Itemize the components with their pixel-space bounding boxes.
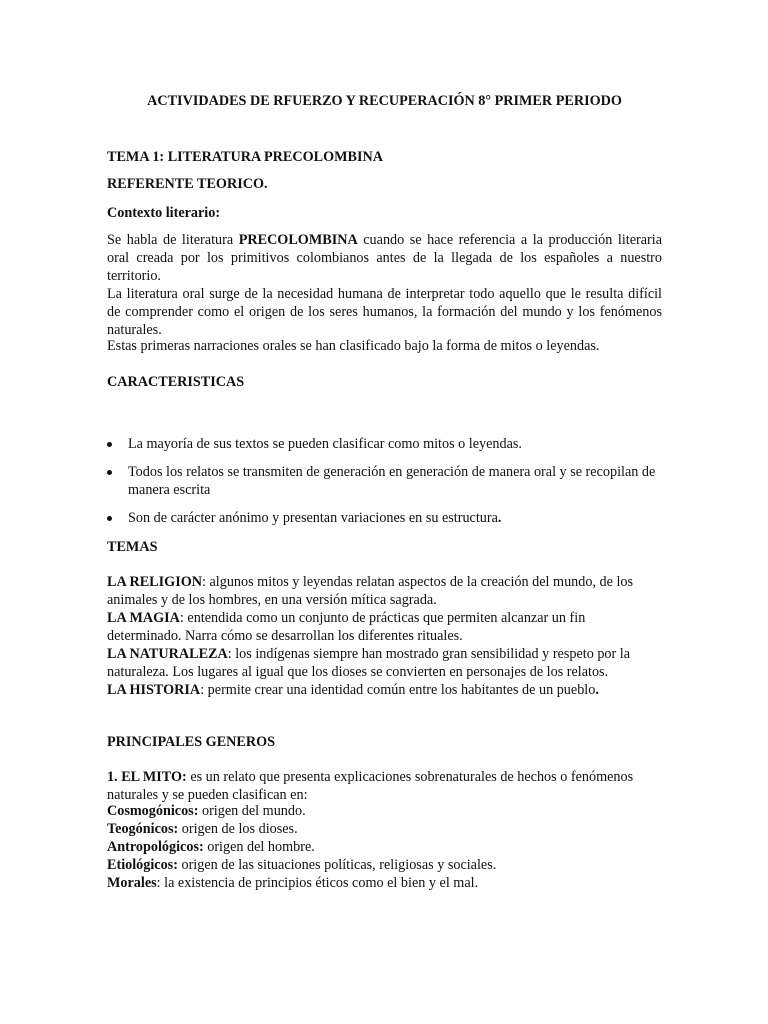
tema-religion xyxy=(107,573,662,609)
mito-type-term: Antropológicos: xyxy=(107,839,204,855)
paragraph-precolombina xyxy=(107,231,662,285)
bullet-text: Son de carácter anónimo y presentan variaciones en su estructura xyxy=(128,510,498,526)
tema-naturaleza xyxy=(107,645,662,681)
tema-term: LA NATURALEZA xyxy=(107,646,228,662)
mito-type-term: Teogónicos: xyxy=(107,821,179,837)
mito-type-term: Etiológicos: xyxy=(107,857,178,873)
mito-type-text: origen del mundo. xyxy=(198,803,306,819)
mito-type-etiologicos xyxy=(107,856,662,874)
contexto-heading: Contexto literario: xyxy=(107,205,221,221)
tema-text: : los indígenas siempre han mostrado gran sensibilidad y respeto por la naturaleza. Los lugares al igual que los dioses se convierten en personajes de los relatos. xyxy=(107,646,631,680)
bullet-text: Todos los relatos se transmiten de generación en generación de manera oral y se recopilan de manera escrita xyxy=(128,464,656,498)
mito-term: 1. EL MITO: xyxy=(107,769,187,785)
list-item xyxy=(107,463,667,499)
bullet-text: La mayoría de sus textos se pueden clasificar como mitos o leyendas. xyxy=(128,436,522,452)
mito-type-morales xyxy=(107,874,662,892)
tema-end: . xyxy=(595,682,599,698)
mito-type-text: origen de las situaciones políticas, religiosas y sociales. xyxy=(177,857,497,873)
list-item xyxy=(107,509,667,527)
paragraph-narraciones: Estas primeras narraciones orales se han clasificado bajo la forma de mitos o leyendas. xyxy=(107,338,600,354)
document-title: ACTIVIDADES DE RFUERZO Y RECUPERACIÓN 8° PRIMER PERIODO xyxy=(147,93,622,109)
mito-type-text: : la existencia de principios éticos como el bien y el mal. xyxy=(156,875,479,891)
temas-heading: TEMAS xyxy=(107,539,158,555)
tema-term: LA MAGIA xyxy=(107,610,180,626)
tema-text: : algunos mitos y leyendas relatan aspectos de la creación del mundo, de los animales y de los hombres, en una versión mítica sagrada. xyxy=(107,574,634,608)
paragraph-literatura-oral: La literatura oral surge de la necesidad humana de interpretar todo aquello que le resulta difícil de comprender como el origen de los seres humanos, la formación del mundo y los fenómenos naturales. xyxy=(107,286,662,338)
list-item xyxy=(107,435,667,453)
tema-heading: TEMA 1: LITERATURA PRECOLOMBINA xyxy=(107,149,384,165)
tema-term: LA HISTORIA xyxy=(107,682,201,698)
mito-type-cosmogonicos xyxy=(107,802,662,820)
caracteristicas-list xyxy=(107,435,667,527)
tema-term: LA RELIGION xyxy=(107,574,203,590)
bullet-dot-icon xyxy=(107,516,112,521)
paragraph-precolombina-post: cuando se hace referencia a la producción literaria oral creada por los primitivos colombianos antes de la llegada de los españoles a nuestro territorio. xyxy=(107,232,662,284)
mito-type-term: Cosmogónicos: xyxy=(107,803,199,819)
mito-type-term: Morales xyxy=(107,875,157,891)
bullet-dot-icon xyxy=(107,470,112,475)
mito-type-antropologicos xyxy=(107,838,662,856)
mito-type-teogonicos xyxy=(107,820,662,838)
bullet-dot-icon xyxy=(107,442,112,447)
mito-type-text: origen de los dioses. xyxy=(178,821,298,837)
mito-text: es un relato que presenta explicaciones sobrenaturales de hechos o fenómenos naturales y se pueden clasifican en: xyxy=(107,769,634,803)
referente-heading: REFERENTE TEORICO. xyxy=(107,176,268,192)
caracteristicas-heading: CARACTERISTICAS xyxy=(107,374,245,390)
tema-text: : permite crear una identidad común entre los habitantes de un pueblo xyxy=(200,682,596,698)
tema-historia xyxy=(107,681,662,699)
generos-heading: PRINCIPALES GENEROS xyxy=(107,734,276,750)
bullet-text-end: . xyxy=(497,510,502,526)
tema-text: : entendida como un conjunto de prácticas que permiten alcanzar un fin determinado. Narra cómo se desarrollan los diferentes rituales. xyxy=(107,610,586,644)
mito-type-text: origen del hombre. xyxy=(203,839,315,855)
mito-definition xyxy=(107,768,662,804)
tema-magia xyxy=(107,609,662,645)
paragraph-precolombina-pre: Se habla de literatura xyxy=(107,232,239,248)
paragraph-precolombina-bold: PRECOLOMBINA xyxy=(238,232,358,248)
